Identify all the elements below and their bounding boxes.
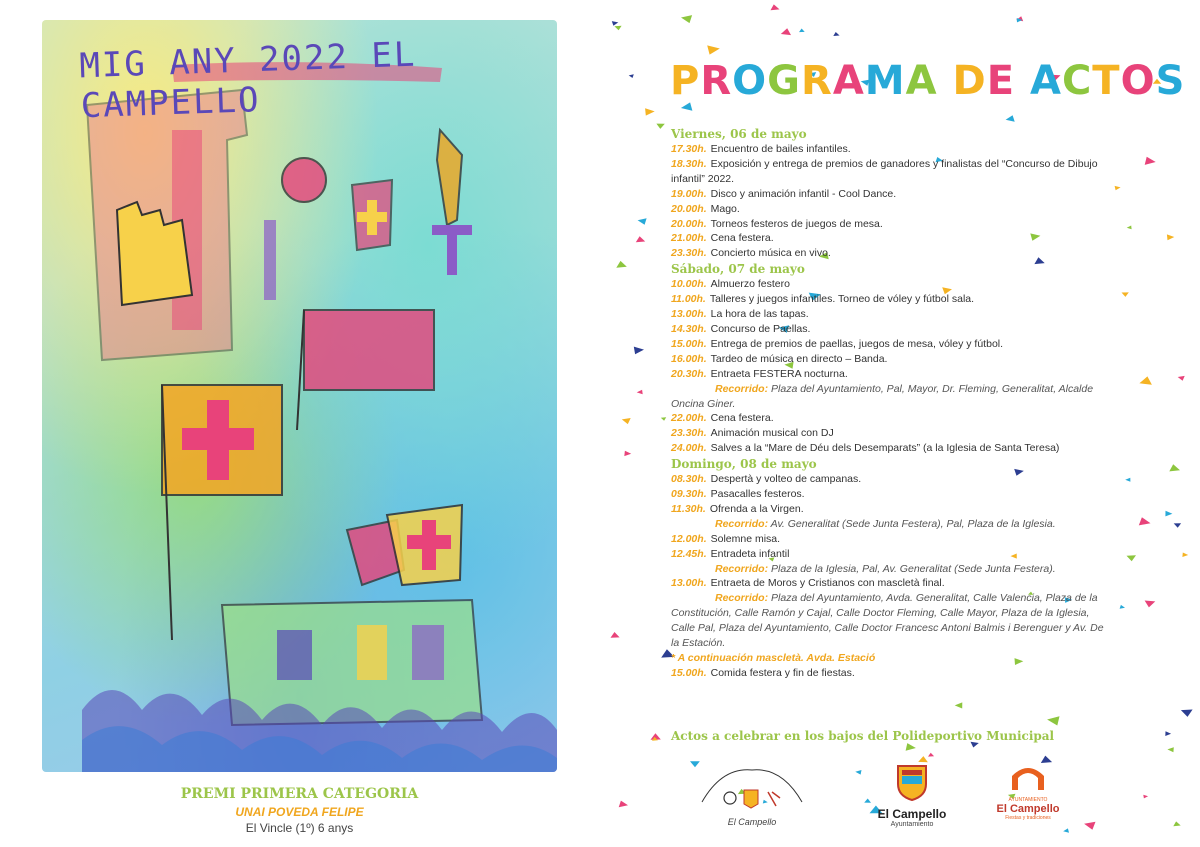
event-time: 18.30h. [671,157,707,170]
confetti-piece [1173,821,1180,826]
event-row [671,666,1106,681]
drawing-title: MIG ANY 2022 EL CAMPELLO [78,34,417,127]
event-time: 19.00h. [671,187,707,200]
confetti-piece [955,702,963,708]
event-time: 12.00h. [671,532,707,545]
event-row [671,352,1106,367]
event-time: 20.00h. [671,202,707,215]
event-text: Almuerzo festero [710,278,790,291]
event-text: Encuentro de bailes infantiles. [710,143,851,155]
confetti-piece [1084,822,1095,830]
confetti-piece [707,45,720,54]
title-letter: O [1120,58,1156,104]
event-time: 23.30h. [671,427,707,440]
ayuntamiento-shield-icon [892,762,932,802]
junta-festera-emblem-icon [692,762,812,812]
confetti-piece [1165,511,1172,517]
event-text: Entraeta de Moros y Cristianos con mascletà final. [710,577,945,590]
schedule [671,126,1106,681]
event-row [671,157,1106,187]
event-row [671,441,1106,456]
title-letter: M [864,58,906,104]
event-time: 08.30h. [671,473,707,486]
route-text: Plaza de la Iglesia, Pal, Av. Generalitat (Sede Junta Festera). [771,562,1056,575]
event-row [671,231,1106,246]
event-row [671,411,1106,426]
event-row [671,576,1106,591]
event-text: Disco y animación infantil - Cool Dance. [710,187,897,200]
event-time: 16.00h. [671,352,707,365]
event-text: Concurso de Paellas. [710,322,811,335]
title-letter: A [1029,58,1062,104]
event-row [671,187,1106,202]
event-row [671,502,1106,517]
confetti-piece [1181,710,1193,717]
confetti-piece [1115,186,1121,190]
program-panel [600,0,1200,847]
confetti-piece [638,218,647,225]
title-letter: P [670,58,701,104]
confetti-piece [771,4,780,10]
event-row [671,337,1106,352]
event-row [671,426,1106,441]
venue-note: Actos a celebrar en los bajos del Polideportivo Municipal [671,729,1055,743]
event-text: Tardeo de música en directo – Banda. [710,352,888,365]
title-letter: R [700,58,733,104]
event-row [671,547,1106,562]
event-row [671,292,1106,307]
confetti-piece [1127,226,1132,230]
confetti-piece [656,124,664,129]
program-title [670,58,1185,104]
confetti-piece [629,74,634,78]
confetti-piece [624,451,631,456]
confetti-piece [833,32,839,36]
confetti-piece [1145,157,1156,165]
event-route [671,517,1106,532]
title-letter: O [732,58,768,104]
day-section [671,456,1106,681]
schedule-note: * A continuación mascletà. Avda. Estació [671,652,876,664]
event-row [671,277,1106,292]
event-time: 24.00h. [671,442,707,455]
confetti-piece [619,801,628,808]
event-text: Entradeta infantil [710,547,790,560]
ayuntamiento-subtitle: Ayuntamiento [890,821,934,828]
route-label: Recorrido: [715,562,769,575]
confetti-piece [1145,601,1156,608]
drawing-artwork [42,20,557,772]
confetti-piece [612,21,619,26]
day-title: Viernes, 06 de mayo [671,127,807,141]
confetti-piece [1063,828,1069,832]
event-text: Cena festera. [710,232,774,245]
day-title: Sábado, 07 de mayo [671,262,805,277]
confetti-piece [614,26,621,31]
route-text: Plaza del Ayuntamiento, Avda. Generalitat, Calle Valencia, Plaza de la [771,592,1098,605]
confetti-piece [1125,478,1130,482]
event-row [671,217,1106,232]
event-time: 12.45h. [671,547,707,560]
confetti-piece [1143,795,1148,799]
event-time: 10.00h. [671,278,707,291]
confetti-piece [1139,517,1151,525]
event-time: 17.30h. [671,143,707,155]
confetti-piece [1120,605,1125,609]
title-letter [1015,58,1030,104]
junta-festera-caption: El Campello [727,817,777,827]
confetti-piece [1127,555,1137,561]
confetti-piece [636,236,645,242]
confetti-piece [1169,464,1180,471]
event-text: Entraeta FESTERA nocturna. [710,367,848,380]
confetti-piece [681,15,692,23]
confetti-piece [634,347,644,355]
caption-artist-name: UNAI POVEDA FELIPE [235,805,364,819]
title-letter: C [1061,58,1093,104]
event-time: 15.00h. [671,337,707,350]
route-label: Recorrido: [715,592,769,605]
day-section [671,126,1106,261]
event-time: 11.30h. [671,502,706,515]
confetti-piece [622,418,631,424]
event-row [671,487,1106,502]
event-row [671,246,1106,261]
event-text: La hora de las tapas. [710,308,809,321]
title-letter [938,58,953,104]
event-time: 21.00h. [671,232,707,245]
title-letter: R [801,58,833,104]
fiestas-logo [978,762,1078,821]
route-label: Recorrido: [715,382,769,395]
event-text: Animación musical con DJ [710,427,834,440]
event-row [671,472,1106,487]
event-text: Comida festera y fin de fiestas. [710,666,855,679]
drawing-illustration [42,20,557,772]
event-time: 20.30h. [671,367,707,380]
event-row [671,532,1106,547]
event-text: Solemne misa. [710,532,781,545]
confetti-piece [645,108,655,115]
event-text: Cena festera. [710,412,774,425]
route-text: Av. Generalitat (Sede Junta Festera), Pal, Plaza de la Iglesia. [770,517,1056,530]
event-time: 13.00h. [671,577,707,590]
confetti-piece [799,29,805,33]
event-text: Torneos festeros de juegos de mesa. [710,217,883,230]
event-route [671,382,1106,397]
event-text: Pasacalles festeros. [710,488,805,501]
event-row [671,202,1106,217]
confetti-piece [1165,731,1171,736]
event-text: Talleres y juegos infantiles. Torneo de vóley y fútbol sala. [709,293,975,306]
confetti-piece [1006,115,1015,122]
confetti-piece [855,770,861,775]
caption-category: PREMI PRIMERA CATEGORIA [180,786,419,802]
event-time: 14.30h. [671,322,707,335]
confetti-piece [637,390,643,395]
event-time: 15.00h. [671,666,707,679]
fiestas-subtitle: Fiestas y tradiciones [1005,815,1051,821]
confetti-piece [1139,376,1152,384]
ayuntamiento-logo [862,762,962,828]
fiestas-name: El Campello [996,803,1060,815]
confetti-piece [1047,716,1059,725]
event-text: Salves a la “Mare de Déu dels Desemparats” (a la Iglesia de Santa Teresa) [710,442,1060,455]
event-text: Ofrenda a la Virgen. [709,502,804,515]
event-route [671,562,1106,577]
fiestas-arch-icon [1008,762,1048,792]
confetti-piece [1167,234,1174,240]
confetti-piece [906,743,916,751]
title-letter: A [832,58,865,104]
confetti-piece [616,261,627,268]
route-continuation: Constitución, Calle Ramón y Cajal, Calle Doctor Fleming, Calle Mayor, Plaza de la Iglesia, Calle Pal, Plaza del Ayuntamiento, Calle Doctor Francesc Antoni Balmis i Berenguer y Av. De la Estación. [671,607,1104,650]
confetti-piece [661,417,666,421]
event-time: 13.00h. [671,308,707,321]
event-time: 11.00h. [671,293,706,306]
confetti-piece [1178,376,1185,381]
title-letter: E [986,58,1016,104]
event-row [671,367,1106,382]
event-time: 22.00h. [671,412,707,425]
confetti-piece [781,28,791,35]
event-time: 20.00h. [671,217,707,230]
route-label: Recorrido: [715,517,769,530]
title-letter: G [767,58,801,104]
title-letter: T [1092,58,1121,104]
event-time: 23.30h. [671,247,707,260]
confetti-piece [1167,747,1173,752]
event-row [671,142,1106,157]
event-text: Entrega de premios de paellas, juegos de mesa, vóley y fútbol. [710,337,1004,350]
title-letter: A [905,58,938,104]
event-text: Mago. [710,202,740,215]
event-text: Exposición y entrega de premios de ganadores y finalistas del “Concurso de Dibujo infantil” 2022. [671,157,1098,185]
route-text: Plaza del Ayuntamiento, Pal, Mayor, Dr. Fleming, Generalitat, Alcalde [771,382,1094,395]
junta-festera-logo [692,762,812,827]
title-letter: S [1155,58,1186,104]
confetti-piece [611,632,620,638]
day-title: Domingo, 08 de mayo [671,457,817,472]
day-section [671,261,1106,456]
confetti-piece [1122,292,1129,297]
caption-artist-class: El Vincle (1º) 6 anys [245,821,354,835]
confetti-piece [1174,523,1181,528]
title-letter: D [952,58,987,104]
event-time: 09.30h. [671,488,707,501]
event-row [671,307,1106,322]
event-route [671,591,1106,606]
confetti-piece [928,753,934,757]
event-text: Despertà y volteo de campanas. [710,473,862,486]
route-continuation: Oncina Giner. [671,397,736,410]
confetti-piece [1182,553,1188,558]
fiestas-top-label: AYUNTAMIENTO [1008,797,1048,803]
ayuntamiento-name: El Campello [877,807,947,821]
event-row [671,322,1106,337]
event-text: Concierto música en vivo. [710,247,831,260]
